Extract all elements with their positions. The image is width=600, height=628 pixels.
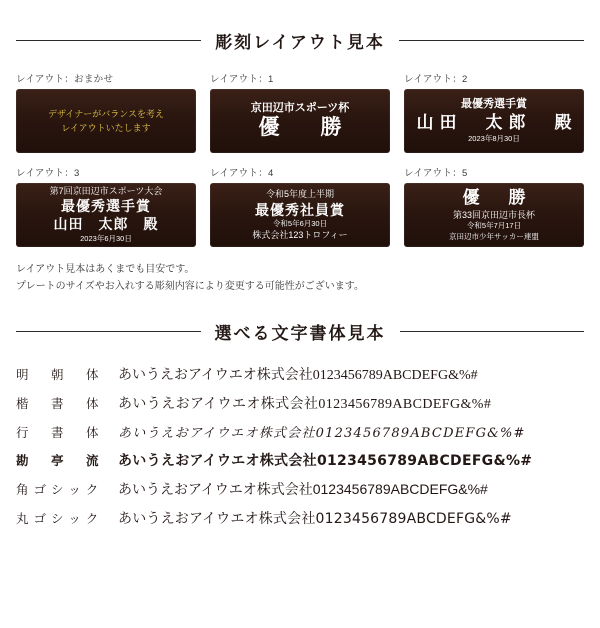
heading-rule-right [400, 331, 585, 332]
engraving-plate [16, 89, 196, 153]
font-sample-row [16, 479, 584, 499]
plate-line: 山田 太郎 殿 [416, 112, 578, 132]
heading-rule-right [399, 40, 584, 41]
font-sample-row [16, 508, 584, 528]
font-name-label: 丸ゴシック [16, 512, 104, 526]
engraving-plate [16, 183, 196, 247]
plate-line: 令和5年度上半期 [265, 189, 334, 200]
plate-line: 2023年6月30日 [80, 234, 132, 244]
plate-line: 優 勝 [258, 116, 352, 140]
plate-label: レイアウト：おまかせ [16, 74, 114, 85]
plate-line: レイアウトいたします [61, 122, 151, 133]
font-sample-row [16, 364, 584, 384]
heading-rule-left [16, 40, 201, 41]
font-sample-text: あいうえおアイウエオ株式会社0123456789ABCDEFG&%# [118, 368, 478, 383]
layout-notes [16, 261, 584, 295]
font-sample-text: あいうえおアイウエオ株式会社0123456789ABCDEFG&%# [118, 453, 533, 469]
layout-sample-cell [210, 71, 390, 153]
font-name-label: 楷 書 体 [16, 397, 104, 411]
font-name-label: 明 朝 体 [16, 368, 104, 382]
layout-sample-cell [404, 71, 584, 153]
layout-sample-cell [404, 165, 584, 247]
layout-sample-cell [16, 71, 196, 153]
font-sample-text: あいうえおアイウエオ株式会社0123456789ABCDEFG&%# [118, 481, 488, 497]
plate-line: 最優秀社員賞 [255, 201, 345, 218]
layout-plate-grid [16, 71, 584, 247]
heading-rule-left [16, 331, 201, 332]
engraving-plate [210, 89, 390, 153]
font-sample-text: あいうえおアイウエオ株式会社0123456789ABCDEFG&%# [118, 397, 492, 412]
engraving-plate [404, 89, 584, 153]
plate-label: レイアウト：1 [210, 74, 274, 85]
font-section-heading [16, 319, 584, 344]
plate-line: デザイナーがバランスを考え [47, 109, 165, 120]
layout-section-title: 彫刻レイアウト見本 [215, 33, 385, 52]
font-sample-text: あいうえおアイウエオ株式会社0123456789ABCDEFG&%# [118, 426, 526, 441]
font-sample-row [16, 450, 584, 470]
font-sample-row [16, 422, 584, 441]
layout-sample-cell [210, 165, 390, 247]
plate-line: 株式会社123トロフィー [252, 230, 348, 241]
font-section-title: 選べる文字書体見本 [214, 324, 386, 343]
font-sample-row [16, 393, 584, 413]
plate-line: 第33回京田辺市長杯 [452, 209, 535, 220]
page-root [0, 28, 600, 628]
font-name-label: 角ゴシック [16, 483, 104, 497]
font-name-label: 勘 亭 流 [16, 454, 104, 468]
plate-line: 京田辺市スポーツ杯 [250, 101, 350, 114]
font-sample-list [16, 364, 584, 528]
plate-line: 2023年8月30日 [468, 134, 520, 144]
plate-line: 最優秀選手賞 [61, 198, 151, 215]
plate-line: 京田辺市少年サッカー連盟 [449, 231, 539, 241]
plate-label: レイアウト：2 [404, 74, 468, 85]
plate-label: レイアウト：3 [16, 168, 80, 179]
plate-line: 令和5年6月30日 [272, 218, 328, 228]
plate-line: 令和5年7月17日 [466, 221, 522, 231]
layout-sample-cell [16, 165, 196, 247]
plate-line: 山田 太郎 殿 [53, 216, 159, 233]
font-sample-text: あいうえおアイウエオ株式会社0123456789ABCDEFG&%# [118, 511, 512, 527]
plate-label: レイアウト：4 [210, 168, 274, 179]
engraving-plate [210, 183, 390, 247]
layout-section-heading [16, 28, 584, 53]
engraving-plate [404, 183, 584, 247]
plate-line: 第7回京田辺市スポーツ大会 [49, 185, 163, 196]
font-name-label: 行 書 体 [16, 426, 104, 440]
layout-note-line: プレートのサイズやお入れする彫刻内容により変更する可能性がございます。 [16, 281, 364, 292]
layout-note-line: レイアウト見本はあくまでも目安です。 [16, 264, 195, 275]
plate-line: 最優秀選手賞 [461, 98, 527, 111]
plate-label: レイアウト：5 [404, 168, 468, 179]
plate-line: 優 勝 [462, 188, 532, 208]
